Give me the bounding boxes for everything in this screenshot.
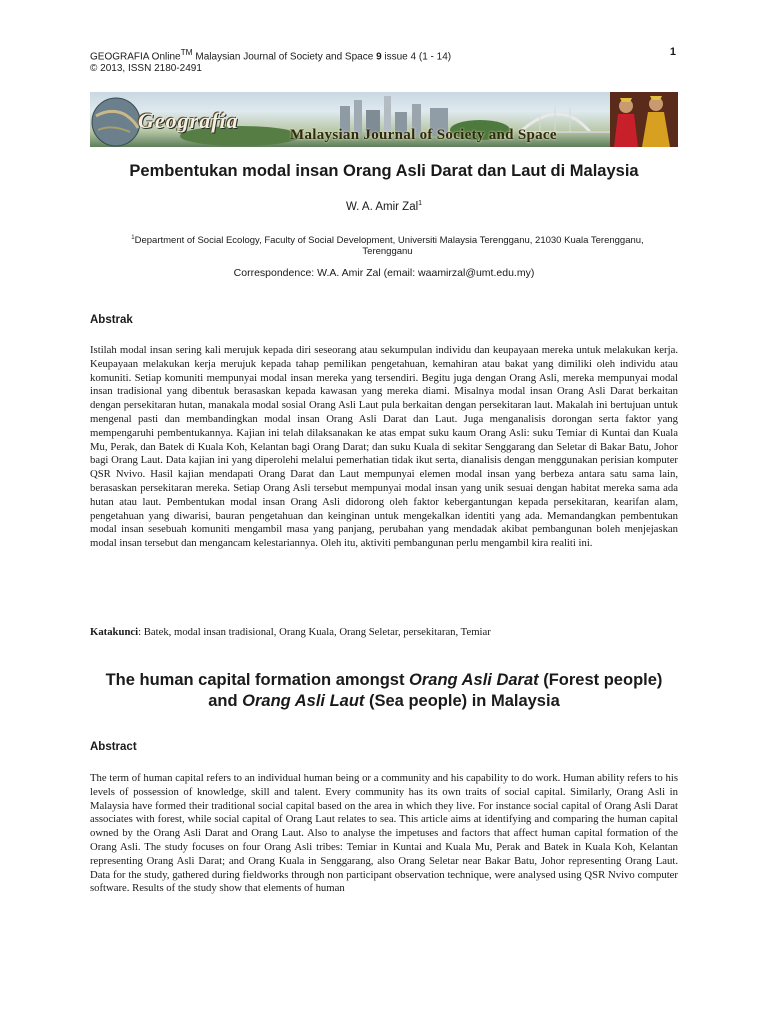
paper-title-malay: Pembentukan modal insan Orang Asli Darat dan Laut di Malaysia — [129, 162, 639, 180]
title-en-italic1: Orang Asli Darat — [409, 671, 539, 689]
journal-banner — [90, 92, 678, 147]
journal-name: GEOGRAFIA Online — [90, 51, 181, 63]
correspondence: Correspondence: W.A. Amir Zal (email: waamirzal@umt.edu.my) — [233, 267, 535, 279]
abstract-body: The term of human capital refers to an individual human being or a community and his capability to do work. Human ability refers to his levels of possession of knowledge, skill and talent. Every community has its own traits of social capital. Similarly, Orang Asli in Malaysia have formed their traditional social capital based on the area in which they live. For instance social capital of Orang Asli Darat associates with forest, while social capital of Orang Laut relates to sea. This article aims at identifying and comparing the human capital owned by the Orang Asli Darat and Orang Laut. Also to analyse the impetuses and factors that affect human capital formation of the Orang Asli. The study focuses on four Orang Asli tribes: Temiar in Kuntai and Kuala Mu, Perak and Batek in Kuala Koh, Kelantan representing Orang Asli Darat; and Orang Kuala in Senggarang, also Orang Seletar near Bakar Batu, Johor representing Orang Laut. Data for the study, gathered during fieldworks through non participant observation technique, were analysed using QSR Nvivo computer software. Results of the study show that elements of human — [90, 772, 678, 895]
copyright-line: © 2013, ISSN 2180-2491 — [90, 63, 202, 75]
affiliation-marker: 1 — [131, 235, 135, 241]
issue-info: issue 4 (1 - 14) — [381, 51, 452, 63]
katakunci-text: : Batek, modal insan tradisional, Orang Kuala, Orang Seletar, persekitaran, Temiar — [138, 626, 491, 638]
abstract-heading: Abstract — [90, 741, 137, 753]
title-en-part2: (Forest people) and — [208, 671, 663, 710]
author-name: W. A. Amir Zal — [345, 200, 419, 213]
abstrak-body: Istilah modal insan sering kali merujuk kepada diri seseorang atau sekumpulan individu dan keupayaan mereka untuk melakukan kerja. Keupayaan melakukan kerja merujuk kepada tahap pemilikan pengetahuan, kemahiran atau bakat yang dimiliki oleh individu atau komuniti. Setiap komuniti mempunyai modal insan mereka yang tersendiri. Begitu juga dengan Orang Asli, mereka mempunyai modal insan tradisional yang dibentuk berasaskan kepada kawasan yang mereka diami. Misalnya modal insan Orang Asli Darat berkaitan dengan persekitaran hutan, manakala modal sosial Orang Asli Laut pula berkaitan dengan persekitaran laut. Makalah ini bertujuan untuk mengenal pasti dan membandingkan modal insan Orang Asli Darat dan Laut. Juga menganalisis dorongan serta faktor yang mempengaruhi pembentukannya. Kajian ini telah dilaksanakan ke atas empat suku kaum Orang Asli: suku Temiar di Kuntai dan Kuala Mu, Perak, dan Batek di Kuala Koh, Kelantan bagi Orang Darat; dan suku Kuala di sekitar Senggarang dan Seletar di Bakar Batu, Johor bagi Orang Laut. Data kajian ini yang diperolehi melalui pemerhatian tidak ikut serta, dianalisis dengan menggunakan perisian komputer QSR Nvivo. Hasil kajian mendapati Orang Darat dan Laut mempunyai elemen modal insan yang berbeza antara satu sama lain, berasaskan persekitaran mereka. Setiap Orang Asli tersebut mempunyai modal insan yang unik sesuai dengan habitat mereka sama ada hutan atau laut. Pembentukan modal insan Orang Asli didorong oleh faktor kebergantungan kepada persekitaran, kearifan alam, pengetahuan yang diwarisi, bauran pengetahuan dan keinginan untuk mengekalkan identiti yang ada. Memandangkan pembentukan modal insan sesebuah komuniti mengambil masa yang panjang, perubahan yang mendadak akibat pembangunan boleh menjejaskan modal insan tersebut dan mengancam kelestariannya. Oleh itu, aktiviti pembangunan perlu mengambil kira realiti ini. — [90, 344, 678, 550]
affiliation — [115, 233, 660, 257]
author-line — [0, 200, 768, 213]
title-en-part1: The human capital formation amongst — [105, 671, 410, 689]
journal-subtitle: Malaysian Journal of Society and Space — [192, 51, 377, 63]
paper-title-english — [100, 670, 668, 712]
geografia-logo: Geografia — [138, 108, 239, 133]
title-en-part3: (Sea people) in Malaysia — [364, 692, 560, 710]
affiliation-text: Department of Social Ecology, Faculty of Social Development, Universiti Malaysia Terengganu, 21030 Kuala Terengganu, Terengganu — [134, 235, 644, 258]
abstrak-heading: Abstrak — [90, 314, 133, 326]
katakunci-label: Katakunci — [90, 626, 139, 638]
katakunci — [90, 626, 678, 638]
trademark: TM — [180, 47, 193, 57]
author-affiliation-marker: 1 — [418, 200, 423, 207]
journal-line — [90, 46, 680, 63]
volume-number: 9 — [376, 51, 382, 63]
title-en-italic2: Orang Asli Laut — [242, 692, 365, 710]
running-header — [90, 46, 680, 75]
page-number: 1 — [669, 46, 676, 58]
banner-subtitle: Malaysian Journal of Society and Space — [290, 127, 557, 143]
